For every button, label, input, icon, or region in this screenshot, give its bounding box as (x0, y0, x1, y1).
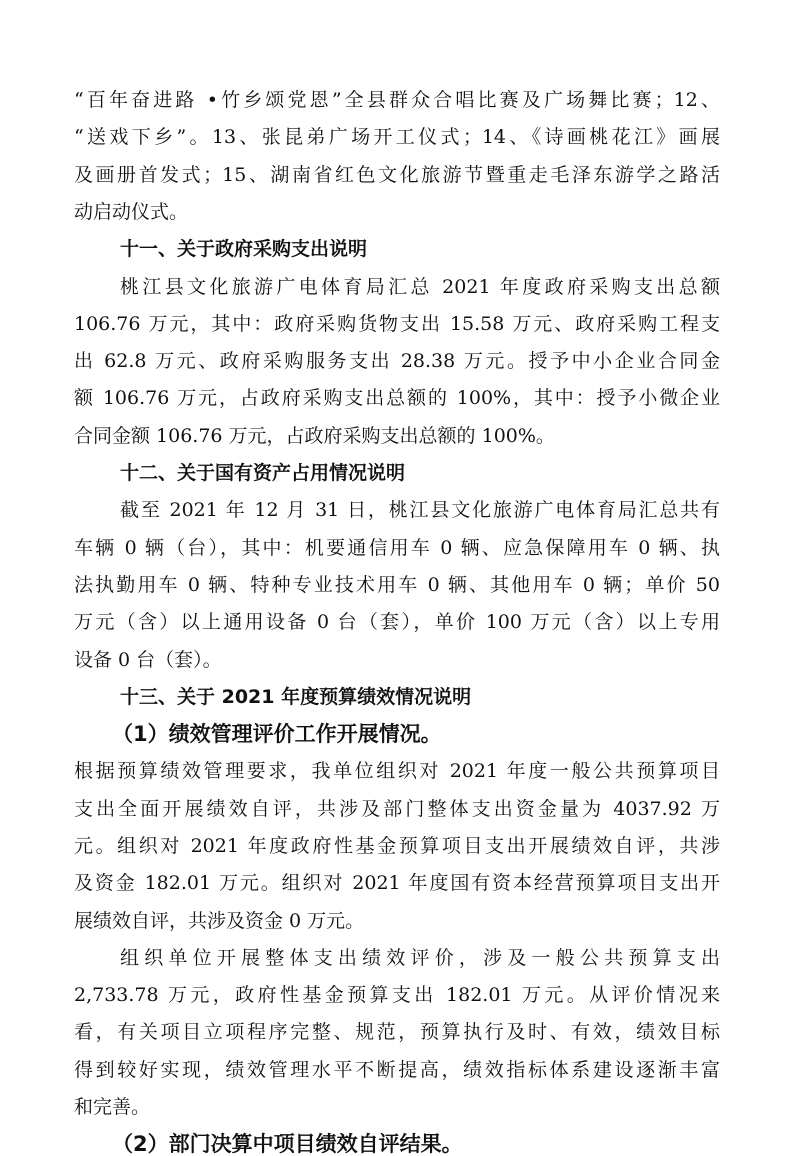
paragraph-line: 元。组织对 2021 年度政府性基金预算项目支出开展绩效自评，共涉 (74, 835, 720, 857)
paragraph-line: 根据预算绩效管理要求，我单位组织对 2021 年度一般公共预算项目 (74, 760, 720, 782)
paragraph-line: 截至 2021 年 12 月 31 日，桃江县文化旅游广电体育局汇总共有 (120, 499, 720, 521)
paragraph-line: 桃江县文化旅游广电体育局汇总 2021 年度政府采购支出总额 (120, 276, 720, 298)
paragraph-line: “百年奋进路 •竹乡颂党恩”全县群众合唱比赛及广场舞比赛；12、 (74, 89, 720, 111)
paragraph-line: 万元（含）以上通用设备 0 台（套），单价 100 万元（含）以上专用 (74, 611, 720, 633)
paragraph-line: 及画册首发式；15、湖南省红色文化旅游节暨重走毛泽东游学之路活 (74, 164, 720, 186)
subsection-heading-2: （2）部门决算中项目绩效自评结果。 (112, 1132, 463, 1156)
paragraph-line: 设备 0 台（套）。 (74, 649, 222, 671)
paragraph-line: 车辆 0 辆（台），其中：机要通信用车 0 辆、应急保障用车 0 辆、执 (74, 537, 720, 559)
section-heading-12: 十二、关于国有资产占用情况说明 (120, 462, 406, 484)
subsection-heading-1: （1）绩效管理评价工作开展情况。 (112, 722, 442, 746)
paragraph-line: 合同金额 106.76 万元，占政府采购支出总额的 100%。 (74, 425, 555, 447)
paragraph-line: 出 62.8 万元、政府采购服务支出 28.38 万元。授予中小企业合同金 (74, 350, 720, 372)
section-heading-13: 十三、关于 2021 年度预算绩效情况说明 (120, 686, 472, 708)
paragraph-line: 展绩效自评，共涉及资金 0 万元。 (74, 910, 365, 932)
paragraph-line: 及资金 182.01 万元。组织对 2021 年度国有资本经营预算项目支出开 (74, 872, 720, 894)
paragraph-line: 额 106.76 万元，占政府采购支出总额的 100%，其中：授予小微企业 (74, 387, 720, 409)
paragraph-line: 看，有关项目立项程序完整、规范，预算执行及时、有效，绩效目标 (74, 1021, 720, 1043)
section-heading-11: 十一、关于政府采购支出说明 (120, 238, 368, 260)
paragraph-line: 2,733.78 万元，政府性基金预算支出 182.01 万元。从评价情况来 (74, 984, 720, 1006)
paragraph-line: 法执勤用车 0 辆、特种专业技术用车 0 辆、其他用车 0 辆；单价 50 (74, 574, 720, 596)
paragraph-line: 和完善。 (74, 1096, 151, 1118)
paragraph-line: 动启动仪式。 (74, 201, 189, 223)
paragraph-line: 得到较好实现，绩效管理水平不断提高，绩效指标体系建设逐渐丰富 (74, 1059, 720, 1081)
paragraph-line: 106.76 万元，其中：政府采购货物支出 15.58 万元、政府采购工程支 (74, 313, 720, 335)
paragraph-line: 支出全面开展绩效自评，共涉及部门整体支出资金量为 4037.92 万 (74, 798, 720, 820)
paragraph-line: “送戏下乡”。13、张昆弟广场开工仪式；14、《诗画桃花江》画展 (74, 126, 720, 148)
paragraph-line: 组织单位开展整体支出绩效评价，涉及一般公共预算支出 (120, 947, 720, 969)
